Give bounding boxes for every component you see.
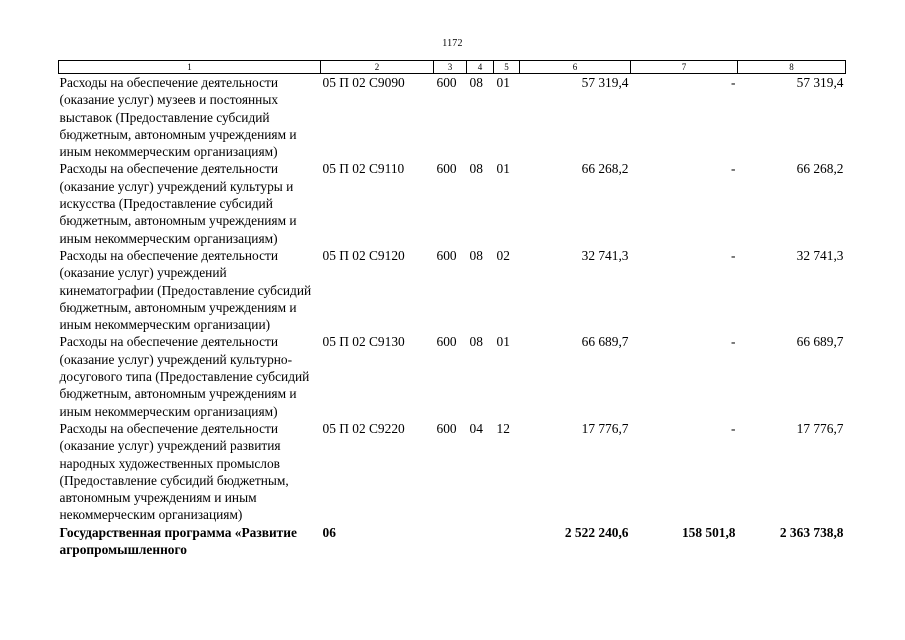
row-rz: 08 xyxy=(469,161,483,177)
column-number-row xyxy=(59,61,846,74)
row-total: 66 268,2 xyxy=(581,161,629,177)
row-pr: 01 xyxy=(496,161,510,177)
row-rz: 08 xyxy=(469,334,483,350)
budget-table xyxy=(58,60,846,558)
row-fed: - xyxy=(731,334,736,350)
row-rz: 08 xyxy=(469,75,483,90)
col-header-4: 4 xyxy=(467,61,494,74)
col-header-3: 3 xyxy=(434,61,467,74)
col-header-7: 7 xyxy=(631,61,738,74)
col-header-5: 5 xyxy=(494,61,520,74)
row-code: 05 П 02 С9220 xyxy=(322,420,405,436)
row-reg: 32 741,3 xyxy=(796,247,844,263)
row-pr: 01 xyxy=(496,334,510,350)
row-vr: 600 xyxy=(436,420,457,436)
row-reg: 57 319,4 xyxy=(796,75,844,90)
row-vr xyxy=(434,524,467,559)
row-total: 32 741,3 xyxy=(581,247,629,263)
row-reg: 17 776,7 xyxy=(796,420,844,436)
table-row xyxy=(59,74,846,161)
row-name: Расходы на обеспечение деятельности (оказание услуг) учреждений культурно-досугового типа (Предоставление субсидий бюджетным, автономным учреждениям и иным некоммерческим организациям) xyxy=(59,334,310,419)
row-total: 17 776,7 xyxy=(581,420,629,436)
row-pr xyxy=(494,524,520,559)
table-row xyxy=(59,420,846,524)
row-name: Расходы на обеспечение деятельности (оказание услуг) музеев и постоянных выставок (Предоставление субсидий бюджетным, автономным учреждениям и иным некоммерческим организациям) xyxy=(59,75,297,160)
row-name: Расходы на обеспечение деятельности (оказание услуг) учреждений развития народных художественных промыслов (Предоставление субсидий бюджетным, автономным учреждениям и иным некоммерческим организациям) xyxy=(59,420,289,523)
row-code: 05 П 02 С9130 xyxy=(322,334,405,350)
row-fed: - xyxy=(731,247,736,263)
row-vr: 600 xyxy=(436,75,457,90)
row-name: Расходы на обеспечение деятельности (оказание услуг) учреждений культуры и искусства (Предоставление субсидий бюджетным, автономным учреждениям и иным некоммерческим организациям) xyxy=(59,161,297,246)
table-row xyxy=(59,524,846,559)
col-header-6: 6 xyxy=(520,61,631,74)
row-pr: 12 xyxy=(496,420,510,436)
row-name: Расходы на обеспечение деятельности (оказание услуг) учреждений кинематографии (Предоставление субсидий бюджетным, автономным учреждениям и иным некоммерческим организации) xyxy=(59,247,312,333)
col-header-2: 2 xyxy=(321,61,434,74)
row-fed: - xyxy=(731,75,736,90)
row-reg: 66 689,7 xyxy=(796,334,844,350)
row-total: 57 319,4 xyxy=(581,75,629,90)
table-row xyxy=(59,333,846,419)
row-vr: 600 xyxy=(436,247,457,263)
row-reg: 66 268,2 xyxy=(796,161,844,177)
row-rz: 04 xyxy=(469,420,483,436)
row-vr: 600 xyxy=(436,334,457,350)
row-pr: 02 xyxy=(496,247,510,263)
row-total: 2 522 240,6 xyxy=(564,524,629,540)
row-name: Государственная программа «Развитие агропромышленного xyxy=(59,524,297,558)
row-rz xyxy=(467,524,494,559)
row-code: 05 П 02 С9110 xyxy=(322,161,405,177)
row-fed: - xyxy=(731,161,736,177)
page-number: 1172 xyxy=(442,38,463,49)
row-vr: 600 xyxy=(436,161,457,177)
row-code: 06 xyxy=(322,524,336,540)
col-header-8: 8 xyxy=(738,61,846,74)
row-rz: 08 xyxy=(469,247,483,263)
col-header-1: 1 xyxy=(59,61,321,74)
table-row xyxy=(59,160,846,246)
table-row xyxy=(59,247,846,333)
row-fed: - xyxy=(731,420,736,436)
row-code: 05 П 02 С9090 xyxy=(322,75,405,90)
row-code: 05 П 02 С9120 xyxy=(322,247,405,263)
row-total: 66 689,7 xyxy=(581,334,629,350)
row-fed: 158 501,8 xyxy=(681,524,736,540)
row-reg: 2 363 738,8 xyxy=(779,524,844,540)
row-pr: 01 xyxy=(496,75,510,90)
